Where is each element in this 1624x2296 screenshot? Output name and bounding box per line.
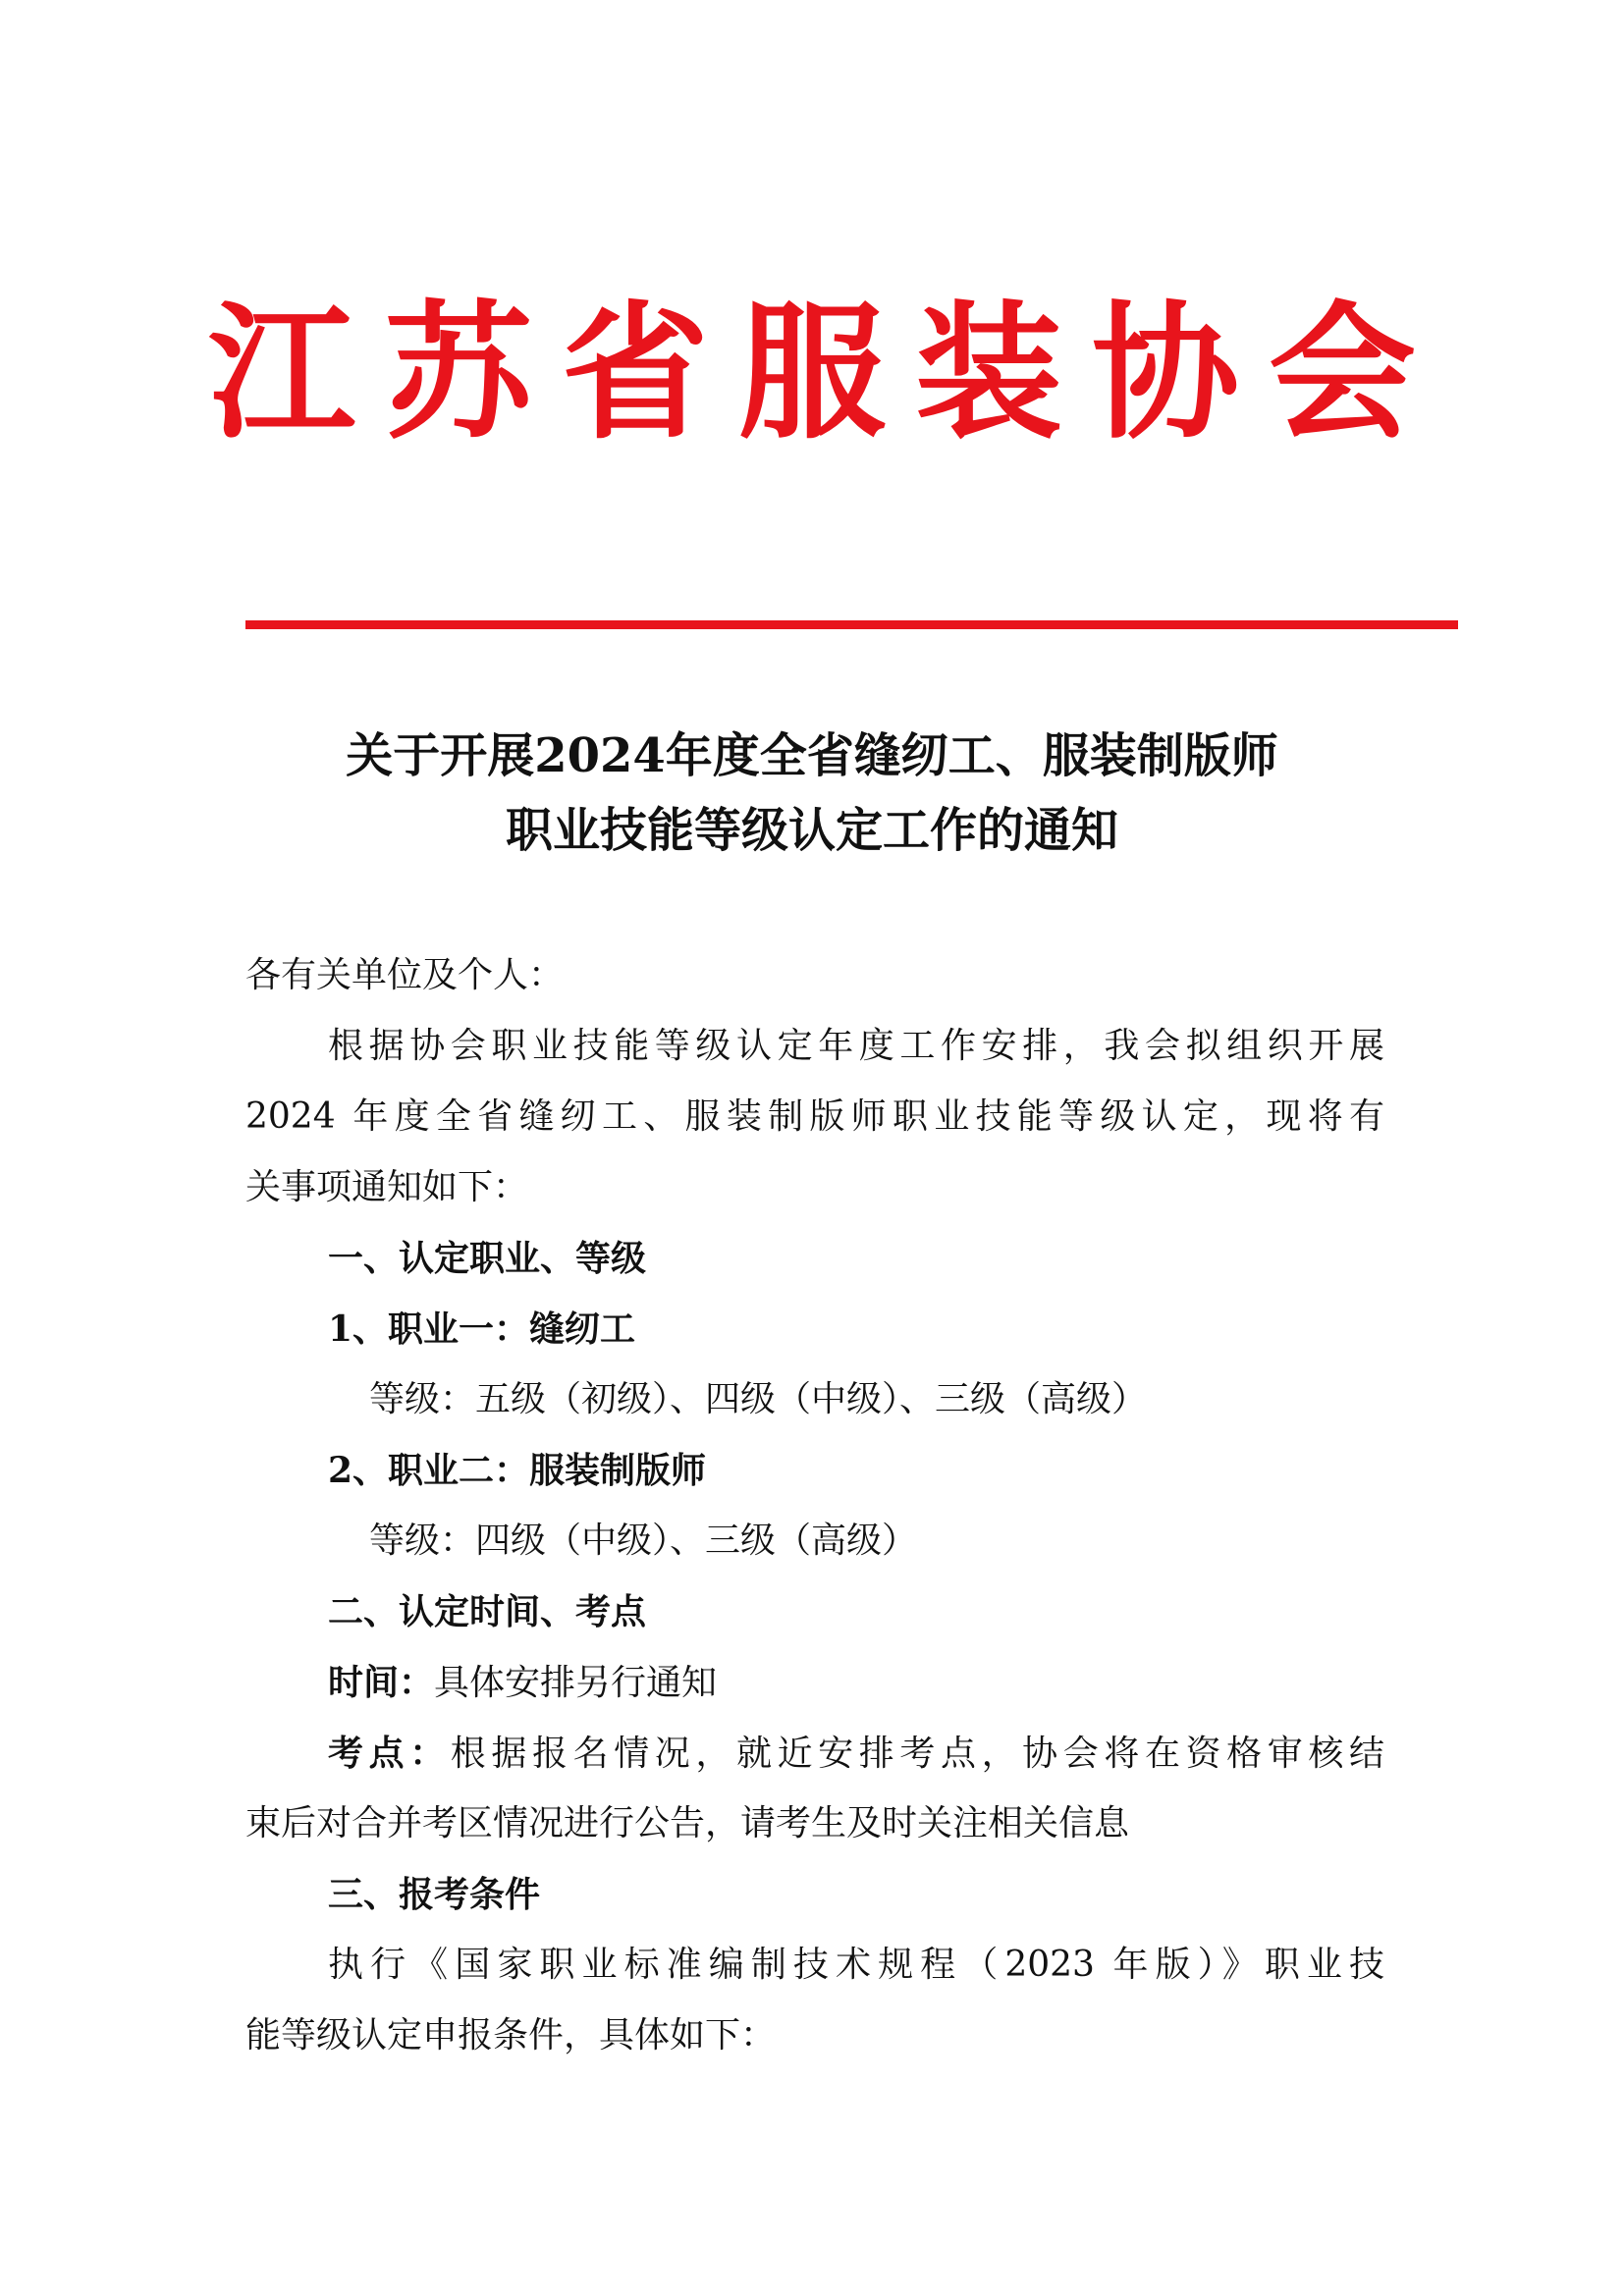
job-2-levels: 等级：四级（中级）、三级（高级）: [369, 1521, 918, 1561]
venue-label: 考点：: [328, 1733, 451, 1774]
job-2-heading: 2、职业二：服装制版师: [328, 1450, 707, 1491]
letterhead-red-rule: [245, 620, 1458, 629]
section-3-heading: 三、报考条件: [328, 1874, 541, 1915]
title-line-1: 关于开展2024年度全省缝纫工、服装制版师: [346, 728, 1278, 783]
document-title: [0, 719, 1624, 868]
job-1-heading: 1、职业一：缝纫工: [328, 1308, 636, 1350]
intro-line-3: 关事项通知如下：: [245, 1167, 529, 1207]
section-2-heading: 二、认定时间、考点: [328, 1591, 647, 1632]
letterhead-org-name: 江苏省服装协会: [207, 287, 1445, 459]
time-label: 时间：: [328, 1662, 435, 1703]
intro-line-1: 根据协会职业技能等级认定年度工作安排，我会拟组织开展: [328, 1026, 1384, 1066]
venue-row: [245, 1718, 1384, 1789]
section-3-text-line-1: 执行《国家职业标准编制技术规程（2023 年版）》职业技: [328, 1945, 1384, 1985]
venue-text-line-2: 束后对合并考区情况进行公告，请考生及时关注相关信息: [245, 1803, 1130, 1843]
intro-line-2: 2024 年度全省缝纫工、服装制版师职业技能等级认定，现将有: [245, 1096, 1384, 1137]
time-row: [245, 1647, 1384, 1718]
salutation: 各有关单位及个人：: [245, 955, 565, 995]
document-body: [245, 940, 1384, 2071]
venue-text-line-1: 根据报名情况，就近安排考点，协会将在资格审核结: [450, 1734, 1384, 1774]
section-1-heading: 一、认定职业、等级: [328, 1238, 647, 1279]
time-text: 具体安排另行通知: [434, 1663, 718, 1703]
job-1-levels: 等级：五级（初级）、四级（中级）、三级（高级）: [369, 1379, 1148, 1419]
section-3-text-line-2: 能等级认定申报条件，具体如下：: [245, 2015, 777, 2056]
title-line-2: 职业技能等级认定工作的通知: [505, 803, 1118, 858]
